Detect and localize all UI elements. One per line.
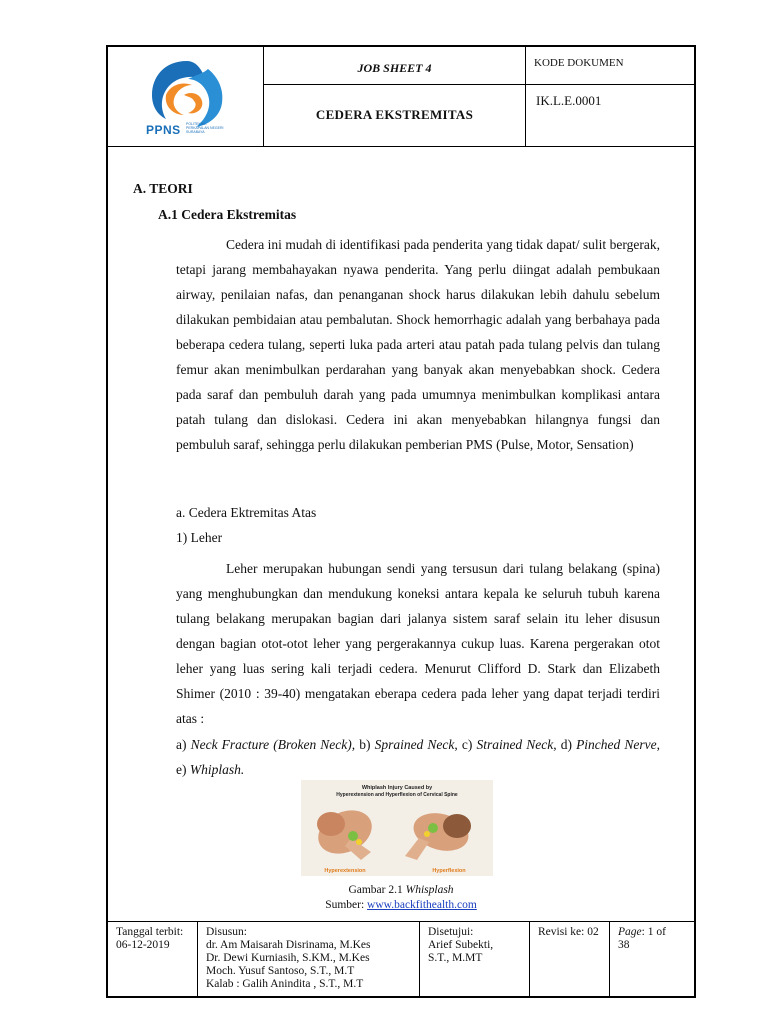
- figure-caption-prefix: Gambar 2.1: [348, 884, 406, 896]
- list-item-pinched-nerve: Pinched Nerve: [576, 737, 657, 752]
- logo-text: PPNS: [146, 123, 181, 137]
- list-marker-b: b): [355, 737, 375, 752]
- list-marker-a: a): [176, 737, 191, 752]
- subsection-title: A.1 Cedera Ekstremitas: [158, 207, 297, 222]
- page-value: : 1 of: [641, 926, 666, 938]
- figure-source: [108, 899, 694, 911]
- figure-caption: [108, 884, 694, 896]
- document-title: CEDERA EKSTREMITAS: [264, 85, 526, 147]
- footer-disusun: [198, 922, 420, 997]
- disusun-label: Disusun:: [206, 926, 247, 938]
- logo-small-text: POLITEKNIK PERKAPALAN NEGERI SURABAYA: [186, 122, 224, 134]
- paragraph-intro: Cedera ini mudah di identifikasi pada penderita yang tidak dapat/ sulit bergerak, tetapi jarang membahayakan nyawa penderita. Yang perlu diingat adalah pembukaan airway, penilaian nafas, dan penanganan shock harus dilakukan lebih dahulu sebelum dilakukan pembidaian atau pembalutan. Shock hemorrhagic adalah yang berbahaya pada beberapa cedera tulang, seperti luka pada arteri atau patah pada tulang pelvis dan tulang femur akan menimbulkan perdarahan yang banyak akan menyebabkan shock. Cedera pada saraf dan pembuluh darah yang pada umumnya menimbulkan komplikasi antara patah tulang dan dislokasi. Cedera ini akan menyebabkan hilangnya fungsi dan pembuluh saraf, sehingga perlu dilakukan pemberian PMS (Pulse, Motor, Sensation): [176, 237, 660, 452]
- document-code: IK.L.E.0001: [526, 85, 694, 147]
- footer-page: [610, 922, 694, 997]
- document-page: [106, 45, 696, 998]
- list-marker-d: , d): [553, 737, 577, 752]
- kode-dokumen-label: KODE DOKUMEN: [526, 47, 694, 85]
- figure-title-1: Whiplash Injury Caused by: [361, 785, 433, 791]
- footer-disetujui: [420, 922, 530, 997]
- disetujui-label: Disetujui:: [428, 926, 474, 938]
- paragraph-leher: Leher merupakan hubungan sendi yang tersusun dari tulang belakang (spina) yang menghubungkan dan mendukung koneksi antara kepala ke seluruh tubuh karena tulang belakang merupakan bagian dari jalanya sistem saraf selain itu leher disusun dengan bagian otot-otot leher yang pergerakannya cukup luas. Karena pergerakan otot leher yang luas sering kali terjadi cedera. Menurut Clifford D. Stark dan Elizabeth Shimer (2010 : 39-40) mengatakan eberapa cedera pada leher yang dapat terjadi terdiri atas :: [176, 561, 660, 726]
- figure-source-prefix: Sumber:: [325, 899, 368, 911]
- disusun-name-2: Dr. Dewi Kurniasih, S.KM., M.Kes: [206, 952, 370, 964]
- document-footer: [108, 921, 694, 996]
- figure-caption-italic: Whisplash: [405, 884, 454, 896]
- job-sheet-label: JOB SHEET 4: [264, 47, 526, 85]
- tanggal-label: Tanggal terbit:: [116, 926, 184, 938]
- disusun-name-3: Moch. Yusuf Santoso, S.T., M.T: [206, 965, 355, 977]
- tanggal-value: 06-12-2019: [116, 939, 170, 951]
- injury-list: [176, 732, 660, 782]
- disusun-name-1: dr. Am Maisarah Disrinama, M.Kes: [206, 939, 371, 951]
- disusun-name-4: Kalab : Galih Anindita , S.T., M.T: [206, 978, 364, 990]
- list-marker-c: , c): [454, 737, 477, 752]
- page-number: [618, 926, 694, 939]
- document-body: [108, 147, 694, 917]
- list-item-sprained-neck: Sprained Neck: [374, 737, 455, 752]
- revisi-value: Revisi ke: 02: [538, 926, 599, 938]
- figure-source-link[interactable]: www.backfithealth.com: [367, 899, 477, 911]
- footer-tanggal: [108, 922, 198, 997]
- disetujui-name-1: Arief Subekti,: [428, 939, 494, 951]
- whiplash-illustration-icon: [301, 780, 493, 876]
- whiplash-figure: [301, 780, 493, 876]
- section-title: A. TEORI: [133, 181, 193, 196]
- disetujui-name-2: S.T., M.MT: [428, 952, 483, 964]
- figure-label-hyperflexion: Hyperflexion: [432, 868, 466, 874]
- page-total: 38: [618, 939, 630, 951]
- list-item-whiplash: Whiplash.: [189, 762, 245, 777]
- figure-title-2: Hyperextension and Hyperflexion of Cervical Spine: [336, 792, 458, 798]
- list-marker-e: , e): [176, 737, 660, 777]
- footer-revisi: [530, 922, 610, 997]
- subsection-a: a. Cedera Ektremitas Atas: [176, 505, 317, 520]
- list-item-strained-neck: Strained Neck: [476, 737, 554, 752]
- list-item-neck-fracture: Neck Fracture (Broken Neck),: [190, 737, 356, 752]
- subsection-leher: 1) Leher: [176, 530, 223, 545]
- logo-cell: [108, 47, 264, 147]
- logo-wordmark: [146, 121, 224, 139]
- document-header: [108, 47, 694, 147]
- figure-label-hyperextension: Hyperextension: [324, 868, 366, 874]
- page-label: Page: [618, 926, 642, 938]
